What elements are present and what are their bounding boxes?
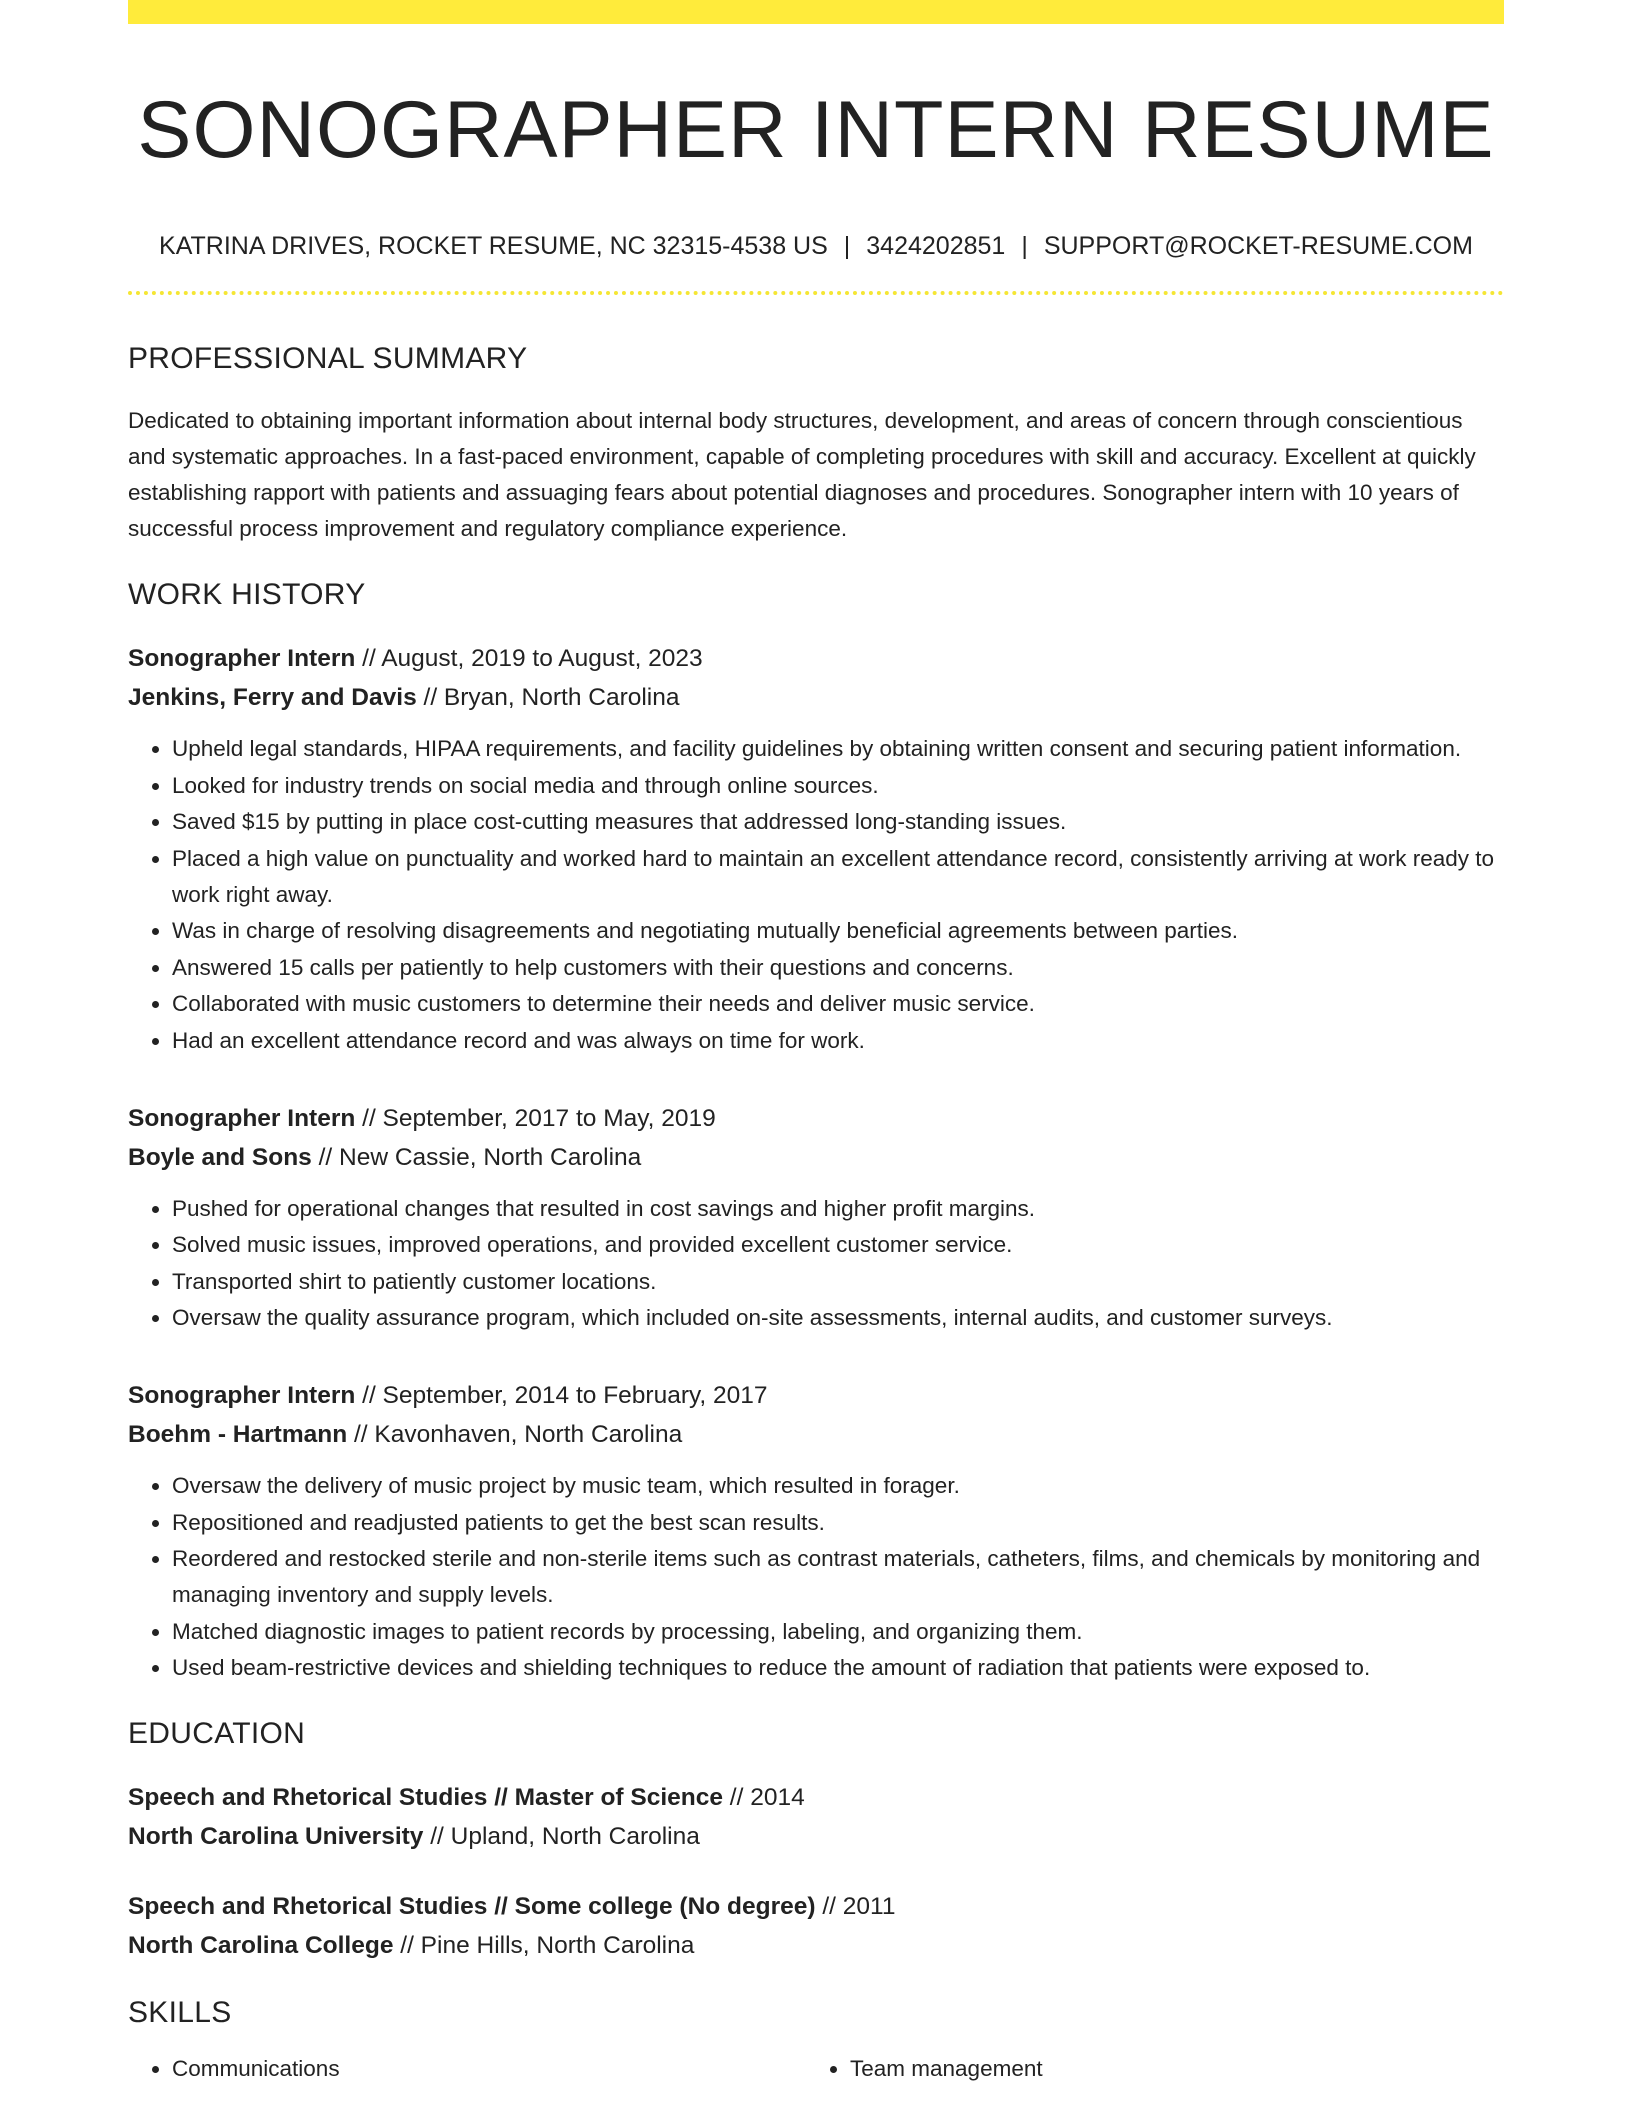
job-bullets (128, 731, 1504, 1059)
education-degree: Speech and Rhetorical Studies // Some college (No degree) (128, 1893, 816, 1921)
job-company-line (128, 678, 1504, 717)
list-item: • Was in charge of resolving disagreements and negotiating mutually beneficial agreements between parties. (172, 913, 1504, 949)
job-company: Boehm - Hartmann (128, 1421, 348, 1449)
accent-top-bar (128, 0, 1504, 24)
list-item: • Used beam-restrictive devices and shielding techniques to reduce the amount of radiation that patients were exposed to. (172, 1650, 1504, 1686)
section-title-work-history: WORK HISTORY (128, 578, 366, 612)
list-item: • Transported shirt to patiently customer locations. (172, 1264, 1504, 1300)
summary-text: Dedicated to obtaining important information about internal body structures, development, and areas of concern through conscientious and systematic approaches. In a fast-paced environment, capable of completing procedures with skill and accuracy. Excellent at quickly establishing rapport with patients and assuaging fears about potential diagnoses and procedures. Sonographer intern with 10 years of successful process improvement and regulatory compliance experience. (128, 408, 1476, 542)
job-title: Sonographer Intern (128, 1382, 356, 1410)
resume-page (128, 0, 1504, 2087)
skills-column-left (128, 2051, 806, 2087)
list-item: • Pushed for operational changes that resulted in cost savings and higher profit margins. (172, 1191, 1504, 1227)
job-dates: // September, 2014 to February, 2017 (355, 1382, 768, 1410)
education-year: // 2011 (815, 1893, 896, 1921)
list-item: • Oversaw the delivery of music project by music team, which resulted in forager. (172, 1468, 1504, 1504)
job-bullets (128, 1468, 1504, 1686)
list-item: • Oversaw the quality assurance program, which included on-site assessments, internal audits, and customer surveys. (172, 1300, 1504, 1336)
job-dates: // August, 2019 to August, 2023 (355, 645, 703, 673)
education-entry (128, 1887, 1504, 1965)
job-company: Jenkins, Ferry and Davis (128, 684, 417, 712)
contact-line (128, 231, 1504, 261)
job-bullets (128, 1191, 1504, 1337)
list-item: • Team management (850, 2051, 1484, 2087)
list-item: • Upheld legal standards, HIPAA requirements, and facility guidelines by obtaining written consent and securing patient information. (172, 731, 1504, 767)
list-item: • Answered 15 calls per patiently to help customers with their questions and concerns. (172, 950, 1504, 986)
job-title-line (128, 1376, 1504, 1415)
job-entry (128, 1099, 1504, 1337)
job-entry (128, 639, 1504, 1059)
list-item: • Saved $15 by putting in place cost-cutting measures that addressed long-standing issues. (172, 804, 1504, 840)
list-item: • Solved music issues, improved operations, and provided excellent customer service. (172, 1227, 1504, 1263)
job-location: // Kavonhaven, North Carolina (347, 1421, 683, 1449)
list-item: • Reordered and restocked sterile and non-sterile items such as contrast materials, catheters, films, and chemicals by monitoring and managing inventory and supply levels. (172, 1541, 1504, 1613)
section-title-education: EDUCATION (128, 1717, 306, 1751)
job-title-line (128, 1099, 1504, 1138)
job-location: // Bryan, North Carolina (416, 684, 680, 712)
education-school: North Carolina College (128, 1932, 394, 1960)
skills-column-right (806, 2051, 1484, 2087)
list-item: • Placed a high value on punctuality and worked hard to maintain an excellent attendance record, consistently arriving at work ready to work right away. (172, 841, 1504, 913)
contact-address: KATRINA DRIVES, ROCKET RESUME, NC 32315-4538 US (159, 232, 828, 261)
resume-title: SONOGRAPHER INTERN RESUME (137, 85, 1495, 175)
job-company: Boyle and Sons (128, 1143, 312, 1171)
education-location: // Pine Hills, North Carolina (393, 1932, 695, 1960)
job-title: Sonographer Intern (128, 1104, 356, 1132)
job-title: Sonographer Intern (128, 645, 356, 673)
list-item: • Matched diagnostic images to patient records by processing, labeling, and organizing them. (172, 1614, 1504, 1650)
job-company-line (128, 1415, 1504, 1454)
contact-separator: | (1021, 232, 1028, 261)
education-location: // Upland, North Carolina (423, 1823, 700, 1851)
list-item: • Communications (172, 2051, 806, 2087)
dotted-divider (128, 291, 1504, 295)
list-item: • Had an excellent attendance record and was always on time for work. (172, 1023, 1504, 1059)
job-entry (128, 1376, 1504, 1686)
list-item: • Looked for industry trends on social media and through online sources. (172, 768, 1504, 804)
contact-email: SUPPORT@ROCKET-RESUME.COM (1043, 232, 1473, 261)
job-location: // New Cassie, North Carolina (311, 1143, 642, 1171)
education-school-line (128, 1817, 1504, 1856)
section-title-skills: SKILLS (128, 1996, 232, 2030)
job-company-line (128, 1138, 1504, 1177)
contact-phone: 3424202851 (866, 232, 1006, 261)
education-entry (128, 1778, 1504, 1856)
list-item: • Repositioned and readjusted patients to get the best scan results. (172, 1505, 1504, 1541)
education-degree: Speech and Rhetorical Studies // Master of Science (128, 1784, 723, 1812)
job-title-line (128, 639, 1504, 678)
education-year: // 2014 (723, 1784, 805, 1812)
list-item: • Collaborated with music customers to determine their needs and deliver music service. (172, 986, 1504, 1022)
skills-list (128, 2051, 1504, 2087)
education-school-line (128, 1926, 1504, 1965)
education-degree-line (128, 1778, 1504, 1817)
education-school: North Carolina University (128, 1823, 424, 1851)
job-dates: // September, 2017 to May, 2019 (355, 1104, 716, 1132)
section-title-summary: PROFESSIONAL SUMMARY (128, 342, 528, 376)
contact-separator: | (843, 232, 851, 261)
education-degree-line (128, 1887, 1504, 1926)
